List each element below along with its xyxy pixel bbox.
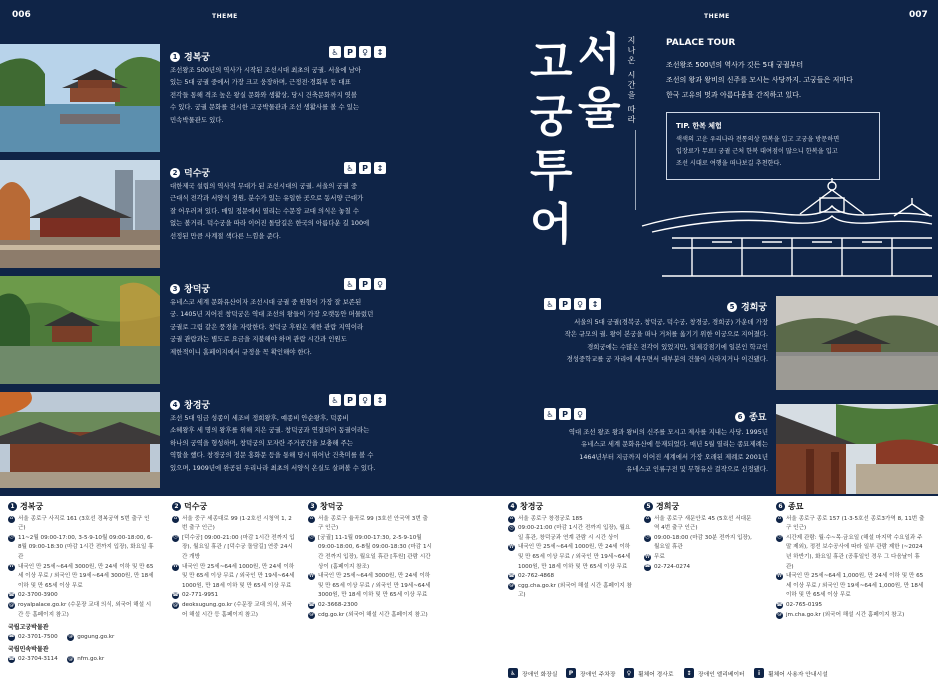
wheelchair-toilet-icon: ♿ <box>344 162 356 174</box>
ramp-icon: ♀ <box>359 394 371 406</box>
museum-web-link[interactable]: gogung.go.kr <box>77 633 115 640</box>
clock-icon: ◷ <box>645 534 650 541</box>
info-web-link[interactable]: deoksugung.go.kr (수문장 교대 의식, 외국어 해설 시간 등 홈페이지 참고) <box>182 601 292 618</box>
tip-body <box>676 134 870 170</box>
title-char: 투 <box>530 145 573 196</box>
info-address: 서울 종로구 율곡로 99 (3호선 안국역 3번 출구 인근) <box>318 515 428 532</box>
elevator-icon: ↕ <box>374 394 386 406</box>
palace-desc-3 <box>170 296 373 358</box>
info-web-link[interactable]: cgg.cha.go.kr (외국어 해설 시간 홈페이지 참고) <box>518 582 632 599</box>
location-icon: ⌂ <box>645 515 650 522</box>
info-num: 1 <box>8 502 17 511</box>
palace-title-1 <box>170 50 210 63</box>
phone-icon: ☎ <box>776 601 783 608</box>
info-web-link[interactable]: cdg.go.kr (외국어 해설 시간 홈페이지 참고) <box>318 611 428 618</box>
desc-line: 역할을 했다. 창경궁의 정문 홍화문 등을 통해 당시 뛰어난 건축미를 볼 수 <box>170 451 374 460</box>
fee-icon: ₩ <box>9 563 14 570</box>
phone-icon: ☎ <box>644 563 651 570</box>
info-deoksugung <box>172 502 296 620</box>
parking-icon: P <box>359 278 371 290</box>
ramp-icon: ♀ <box>374 278 386 290</box>
elevator-icon: ↕ <box>684 668 694 678</box>
info-heading <box>776 502 926 512</box>
facility-icons-2 <box>344 162 386 174</box>
desc-line: 소혜왕후 세 명의 왕후를 위해 지은 궁궐. 창덕궁과 연결되어 동궐이라는 <box>170 426 370 435</box>
jongmyo-photo <box>776 404 938 494</box>
fee-icon: ₩ <box>173 563 178 570</box>
deoksugung-photo <box>0 160 160 268</box>
wheelchair-toilet-icon: ♿ <box>544 408 556 420</box>
desc-line: 제한적이니 홈페이지에서 규정을 꼭 확인해야 한다. <box>170 347 312 356</box>
desc-line: 대한제국 설립의 역사적 무대가 된 조선시대의 궁궐. 서울의 궁궐 중 <box>170 182 357 190</box>
palace-desc-2 <box>170 180 369 242</box>
info-phone: 02-724-0274 <box>654 563 691 570</box>
tip-box <box>666 112 880 180</box>
desc-line: 경성중학교를 궁 자리에 세우면서 대부분의 건물이 사라지거나 이건됐다. <box>566 355 768 364</box>
phone-icon: ☎ <box>8 633 15 640</box>
desc-line: 1464년부터 지금까지 이어진 세계에서 가장 오래된 제례로 2001년 <box>579 452 768 461</box>
theme-label-right: THEME <box>704 13 730 20</box>
web-icon: @ <box>509 582 514 589</box>
legend-item <box>754 668 828 678</box>
palace-num-4: 4 <box>170 400 180 410</box>
palace-title-2 <box>170 166 210 179</box>
parking-icon: P <box>559 298 571 310</box>
desc-line: 궁궐로 그림 같은 풍경을 자랑한다. 창덕궁 후원은 제한 관람 지역이라 <box>170 322 364 331</box>
museum-label: 국립민속박물관 <box>8 646 49 654</box>
info-name: 경희궁 <box>656 502 680 511</box>
page-number-left: 006 <box>12 10 31 20</box>
changgyeonggung-photo <box>0 392 160 488</box>
legend-label: 휠체어 사용자 안내시설 <box>768 671 828 678</box>
info-name: 종묘 <box>788 502 804 511</box>
palace-num-5: 5 <box>727 302 737 312</box>
legend-label: 장애인 주차장 <box>580 671 616 678</box>
palace-name-5: 경희궁 <box>741 303 768 313</box>
legend-label: 장애인 화장실 <box>522 671 558 678</box>
palace-name-3: 창덕궁 <box>184 285 211 295</box>
info-jongmyo <box>776 502 926 620</box>
title-col-goggung <box>530 36 573 144</box>
desc-line: 선정된 만큼 사계절 색다른 느낌을 준다. <box>170 231 281 240</box>
info-fee: 내국인 만 25세~64세 3000원, 만 24세 이하 및 만 65세 이상 무료 / 외국인 만 19세~64세 3000원, 만 18세 이하 및 만 65세 이상 무료 <box>318 573 431 599</box>
tip-line: 색색의 고운 우리나라 전통의상 한복을 입고 고궁을 방문하면 <box>676 136 840 143</box>
title-char: 궁 <box>530 91 573 142</box>
info-changgyeonggung <box>508 502 632 601</box>
web-icon: @ <box>777 611 782 618</box>
info-changdeokgung <box>308 502 432 620</box>
ramp-icon: ♀ <box>359 46 371 58</box>
info-fee: 내국인 만 25세~64세 1000원, 만 24세 이하 및 만 65세 이상 무료 / 외국인 만 19세~64세 1000원, 만 18세 이하 및 만 65세 이상 무료 <box>182 563 295 589</box>
fee-icon: ₩ <box>509 544 514 551</box>
wheelchair-toilet-icon: ♿ <box>344 278 356 290</box>
ramp-icon: ♀ <box>574 408 586 420</box>
info-heading <box>508 502 632 512</box>
palace-desc-6 <box>548 426 768 476</box>
desc-line: 있으며, 1909년에 완공된 우리나라 최초의 서양식 온실도 살펴볼 수 있다. <box>170 463 376 472</box>
visitor-info-band <box>0 496 938 690</box>
info-web-link[interactable]: jm.cha.go.kr (외국어 해설 시간 홈페이지 참고) <box>786 611 905 618</box>
info-phone: 02-762-4868 <box>518 573 555 580</box>
intro-line: 한국 고유의 멋과 아름다움을 간직하고 있다. <box>666 91 802 99</box>
gyeongbokgung-photo <box>0 44 160 152</box>
phone-icon: ☎ <box>8 655 15 662</box>
desc-line: 전각들 통해 격조 높은 왕실 문화와 생활상, 당시 건축문화까지 엿볼 <box>170 90 357 99</box>
info-phone: 02-771-9951 <box>182 592 219 599</box>
legend-item <box>566 668 615 678</box>
desc-line: 잘 어우러져 있다. 매일 정문에서 열리는 수문장 교대 의식은 놓칠 수 <box>170 206 360 215</box>
parking-icon: P <box>566 668 576 678</box>
palace-desc-5 <box>548 316 768 366</box>
location-icon: ⌂ <box>173 515 178 522</box>
ramp-icon: ♀ <box>624 668 634 678</box>
web-icon: @ <box>9 601 14 608</box>
desc-line: 궁. 1405년 지어진 창덕궁은 역대 조선의 왕들이 가장 오랫동안 머물렀던 <box>170 310 374 319</box>
clock-icon: ◷ <box>9 534 14 541</box>
parking-icon: P <box>359 162 371 174</box>
palace-tour-heading: PALACE TOUR <box>666 38 736 48</box>
palace-name-2: 덕수궁 <box>184 169 211 179</box>
intro-line: 조선의 왕과 왕비의 신주를 모시는 사당까지. 고궁들은 저마다 <box>666 76 853 84</box>
title-col-seoul <box>578 28 621 136</box>
gyeonghuigung-photo <box>776 296 938 390</box>
facility-icons-1 <box>329 46 386 58</box>
desc-line: 조선왕조 500년의 역사가 시작된 조선시대 최초의 궁궐. 서울에 남아 <box>170 66 361 74</box>
desc-line: 궁궐 관람과는 별도로 요금을 지불해야 하며 관람 시간과 인원도 <box>170 335 347 344</box>
info-hours: 시간제 관람: 월·수~목·금요일 (해설 마지막 수요일과 주말 제외), 정전 보수공사에 따라 일부 관람 제한 (~2024년 하반기), 화요일 휴관 (공휴일인 경우 그 다음날이 휴관) <box>786 534 923 570</box>
wheelchair-toilet-icon: ♿ <box>329 46 341 58</box>
fee-icon: ₩ <box>645 553 650 560</box>
info-address: 서울 종로구 사직로 161 (3호선 경복궁역 5번 출구 인근) <box>18 515 150 532</box>
info-hours: [덕수궁] 09:00-21:00 (마감 1시간 전까지 입장), 월요일 휴관 / [덕수궁 돌담길] 연중 24시간 개방 <box>182 534 295 560</box>
legend-label: 휠체어 경사로 <box>638 671 674 678</box>
info-phone: 02-3700-3900 <box>18 592 58 599</box>
info-num: 4 <box>508 502 517 511</box>
museum-web-link[interactable]: nfm.go.kr <box>77 655 105 662</box>
info-heading <box>644 502 754 512</box>
location-icon: ⌂ <box>777 515 782 522</box>
desc-line: 작은 규모의 궐. 왕이 본궁을 떠나 거처를 옮기기 위한 이궁으로 지어졌다. <box>564 330 768 339</box>
palace-title-5 <box>727 300 767 313</box>
info-name: 경복궁 <box>20 502 44 511</box>
changdeokgung-photo <box>0 276 160 384</box>
info-num: 6 <box>776 502 785 511</box>
location-icon: ⌂ <box>509 515 514 522</box>
wheelchair-toilet-icon: ♿ <box>508 668 518 678</box>
palace-line-art-illustration <box>632 176 938 288</box>
desc-line: 경희궁에는 수많은 전각이 있었지만, 일제강점기에 일본인 학교인 <box>587 342 768 351</box>
clock-icon: ◷ <box>309 534 314 541</box>
fee-icon: ₩ <box>777 572 782 579</box>
desc-line: 서울의 5대 궁궐(경복궁, 창덕궁, 덕수궁, 창경궁, 경희궁) 가운데 가장 <box>574 318 768 326</box>
info-fee: 내국인 만 25세~64세 1,000원, 만 24세 이하 및 만 65세 이상 무료 / 외국인 만 19세~64세 1,000원, 만 18세 이하 및 만 65세 이상 무료 <box>786 573 924 599</box>
info-address: 서울 종로구 종로 157 (1·3·5호선 종로3가역 8, 11번 출구 인근) <box>786 515 925 532</box>
info-fee: 내국인 만 25세~64세 1000원, 만 24세 이하 및 만 65세 이상 무료 / 외국인 만 19세~64세 1000원, 만 18세 이하 및 만 65세 이상 무료 <box>518 544 631 570</box>
desc-line: 민속박물관도 있다. <box>170 115 224 124</box>
info-heading <box>308 502 432 512</box>
info-num: 2 <box>172 502 181 511</box>
info-name: 창덕궁 <box>320 502 344 511</box>
info-icon: i <box>754 668 764 678</box>
desc-line: 근대식 전각과 서양식 정원, 분수가 있는 유일한 곳으로 동서양 근대가 <box>170 194 364 203</box>
fee-icon: ₩ <box>309 572 314 579</box>
elevator-icon: ↕ <box>589 298 601 310</box>
desc-line: 유네스코 인류구전 및 무형유산 걸작으로 선정됐다. <box>626 465 768 474</box>
info-gyeongbokgung <box>8 502 156 665</box>
desc-line: 역대 조선 왕조 왕과 왕비의 신주를 모시고 제사를 지내는 사당. 1995년 <box>568 428 768 436</box>
palace-num-1: 1 <box>170 52 180 62</box>
info-fee: 무료 <box>654 553 665 560</box>
title-subtitle-vertical: 지나온 시간을 따라 <box>627 36 636 126</box>
desc-line: 없는 볼거리. 덕수궁을 따라 이어진 돌담길은 한국의 아름다운 길 100에 <box>170 219 370 228</box>
palace-num-2: 2 <box>170 168 180 178</box>
facility-icons-5 <box>544 298 601 310</box>
location-icon: ⌂ <box>309 515 314 522</box>
web-icon: @ <box>68 655 74 662</box>
info-heading <box>8 502 156 512</box>
phone-icon: ☎ <box>8 592 15 599</box>
info-phone: 02-765-0195 <box>786 601 823 608</box>
info-heading <box>172 502 296 512</box>
info-num: 3 <box>308 502 317 511</box>
tip-title: TIP. 한복 체험 <box>676 122 722 130</box>
palace-num-6: 6 <box>735 412 745 422</box>
palace-title-6 <box>735 410 766 423</box>
phone-icon: ☎ <box>508 572 515 579</box>
desc-line: 유네스코 세계 문화유산이자 조선시대 궁궐 중 원형이 가장 잘 보존된 <box>170 298 362 306</box>
page-number-right: 007 <box>909 10 928 20</box>
palace-desc-1 <box>170 64 361 126</box>
legend-item <box>508 668 557 678</box>
desc-line: 조선 5대 임금 성종이 세조비 정희왕후, 예종비 안순왕후, 덕종비 <box>170 414 349 422</box>
info-hours: [궁궐] 11-1월 09:00-17:30, 2-5·9-10월 09:00-18:00, 6-8월 09:00-18:30 (마감 1시간 전까지 입장), 월요일 휴관 [후원] 관람 시간 상이 (홈페이지 참조) <box>318 534 432 570</box>
info-address: 서울 종로구 창경궁로 185 <box>518 515 583 522</box>
info-web-link[interactable]: royalpalace.go.kr (수문장 교대 의식, 외국어 해설 시간 등 홈페이지 참고) <box>18 601 152 618</box>
parking-icon: P <box>344 46 356 58</box>
info-hours: 09:00-21:00 (마감 1시간 전까지 입장), 월요일 휴관, 창덕궁과 연계 관람 시 시간 상이 <box>518 525 631 541</box>
info-phone: 02-3668-2300 <box>318 601 358 608</box>
info-address: 서울 중구 세종대로 99 (1·2호선 시청역 1, 2번 출구 인근) <box>182 515 292 532</box>
clock-icon: ◷ <box>509 524 514 531</box>
desc-line: 유네스코 세계 문화유산에 등재되었다. 매년 5월 열리는 종묘제례는 <box>581 440 768 449</box>
palace-name-6: 종묘 <box>749 413 767 423</box>
parking-icon: P <box>344 394 356 406</box>
palace-desc-4 <box>170 412 375 474</box>
info-name: 창경궁 <box>520 502 544 511</box>
phone-icon: ☎ <box>172 592 179 599</box>
info-address: 서울 종로구 새문안로 45 (5호선 서대문역 4번 출구 인근) <box>654 515 752 532</box>
intro-text <box>666 58 916 103</box>
web-icon: @ <box>309 611 314 618</box>
museum-label: 국립고궁박물관 <box>8 624 49 632</box>
museum-phone: 02-3701-7500 <box>18 633 58 640</box>
title-char: 고 <box>530 37 573 88</box>
title-char: 어 <box>530 199 573 250</box>
elevator-icon: ↕ <box>374 162 386 174</box>
web-icon: @ <box>173 601 178 608</box>
info-name: 덕수궁 <box>184 502 208 511</box>
phone-icon: ☎ <box>308 601 315 608</box>
title-char: 서 <box>578 29 621 80</box>
clock-icon: ◷ <box>777 534 782 541</box>
info-num: 5 <box>644 502 653 511</box>
facility-icons-6 <box>544 408 586 420</box>
desc-line: 하나의 궁역을 형성하며, 창덕궁의 모자란 주거공간을 보충해 주는 <box>170 438 353 447</box>
title-char: 울 <box>578 83 621 134</box>
theme-label-left: THEME <box>212 13 238 20</box>
clock-icon: ◷ <box>173 534 178 541</box>
info-gyeonghuigung <box>644 502 754 572</box>
tip-line: 입장료가 무료! 궁궐 근처 한복 대여점이 많으니 한복을 입고 <box>676 148 838 155</box>
palace-name-1: 경복궁 <box>184 53 211 63</box>
desc-line: 있는 5대 궁궐 중에서 가장 크고 웅장하며, 근정전·경회루 등 대표 <box>170 78 351 87</box>
legend-item <box>624 668 673 678</box>
museum-phone: 02-3704-3114 <box>18 655 58 662</box>
palace-title-3 <box>170 282 210 295</box>
desc-line: 수 있다. 궁궐 문화를 전시한 고궁박물관과 조선 생활사를 볼 수 있는 <box>170 103 360 112</box>
wheelchair-toilet-icon: ♿ <box>329 394 341 406</box>
legend-label: 장애인 엘리베이터 <box>698 671 745 678</box>
info-hours: 11~2월 09:00-17:00, 3-5·9-10월 09:00-18:00, 6-8월 09:00-18:30 (마감 1시간 전까지 입장), 화요일 휴관 <box>18 534 154 560</box>
web-icon: @ <box>68 633 74 640</box>
legend-item <box>684 668 745 678</box>
facility-icons-4 <box>329 394 386 406</box>
wheelchair-toilet-icon: ♿ <box>544 298 556 310</box>
palace-name-4: 창경궁 <box>184 401 211 411</box>
palace-title-4 <box>170 398 210 411</box>
info-hours: 09:00-18:00 (마감 30분 전까지 입장), 월요일 휴관 <box>654 534 752 551</box>
ramp-icon: ♀ <box>574 298 586 310</box>
palace-num-3: 3 <box>170 284 180 294</box>
parking-icon: P <box>559 408 571 420</box>
facility-icons-3 <box>344 278 386 290</box>
location-icon: ⌂ <box>9 515 14 522</box>
title-col-tour <box>530 144 573 252</box>
tip-line: 조선 시대로 여행을 떠나보길 추천한다. <box>676 160 782 167</box>
elevator-icon: ↕ <box>374 46 386 58</box>
intro-line: 조선왕조 500년의 역사가 깃든 5대 궁궐부터 <box>666 61 804 69</box>
info-fee: 내국인 만 25세~64세 3000원, 만 24세 이하 및 만 65세 이상 무료 / 외국인 만 19세~64세 3000원, 만 18세 이하 및 만 65세 이상 무료 <box>18 563 154 589</box>
